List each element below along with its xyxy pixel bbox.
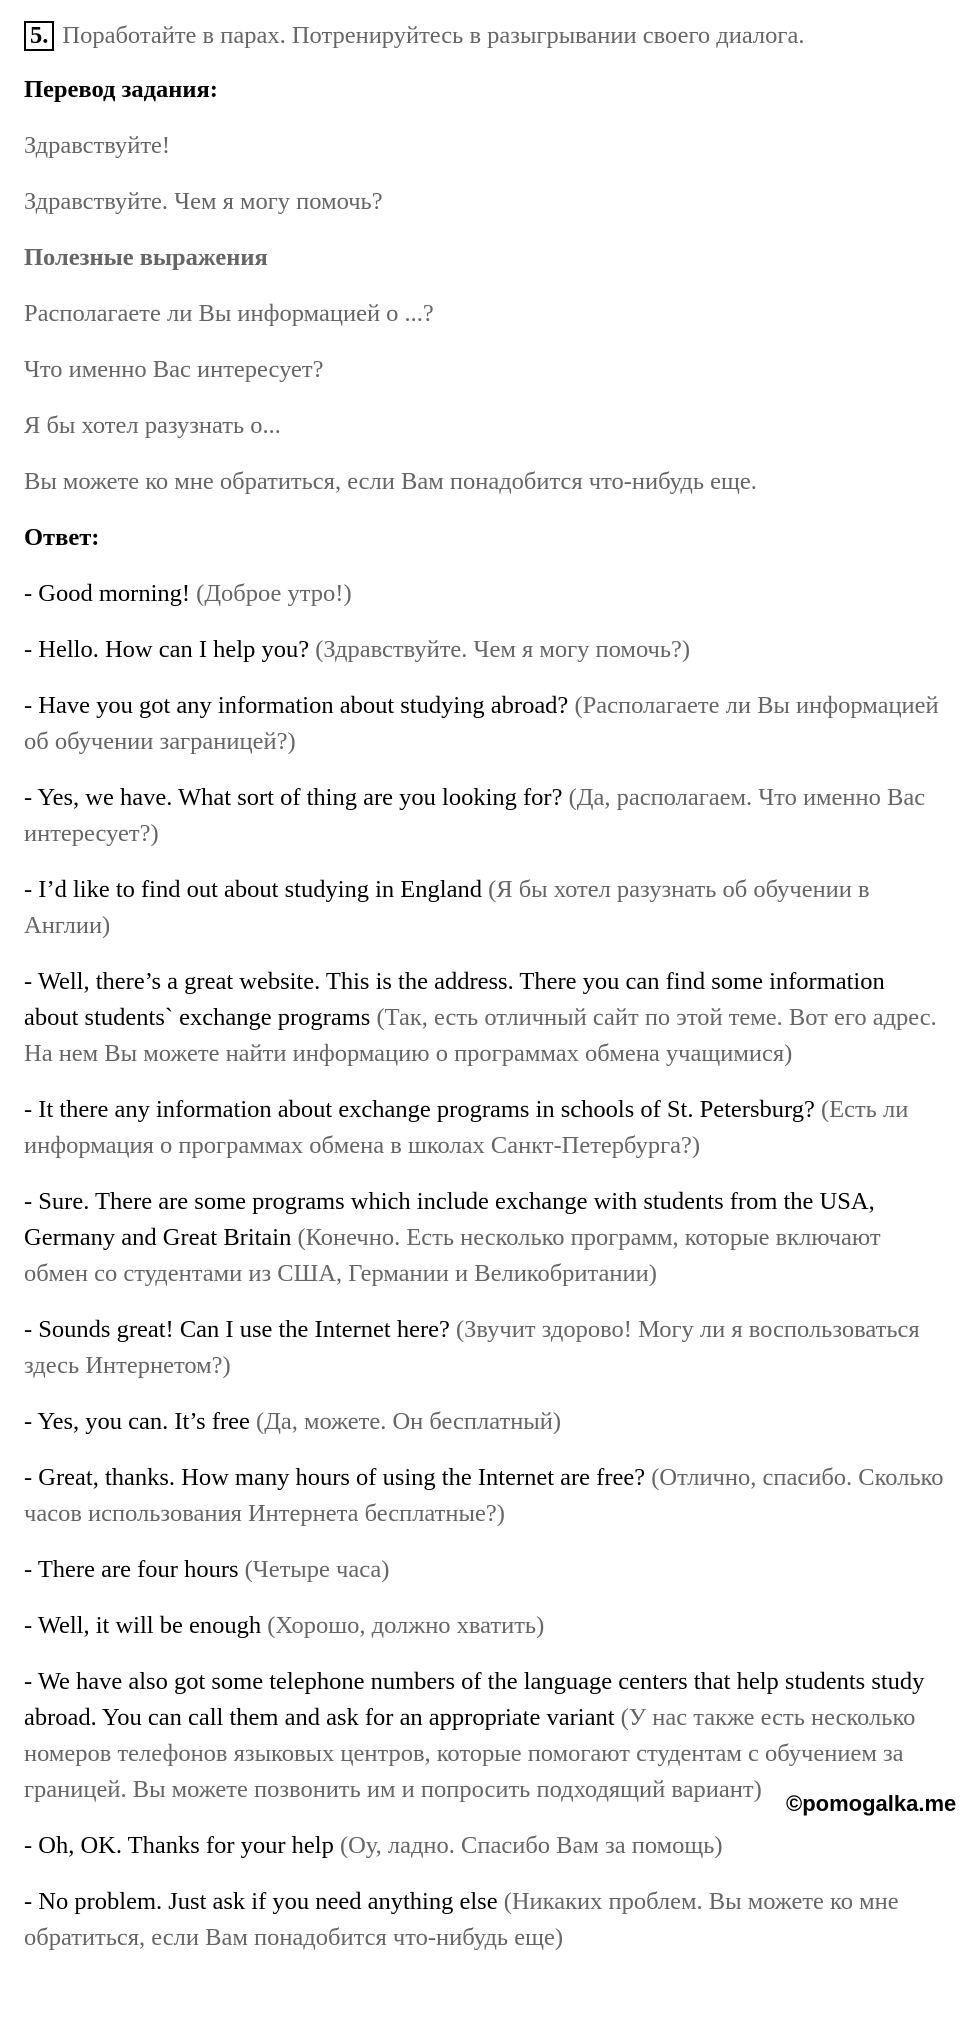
dialog-line-english: - It there any information about exchange programs in schools of St. Petersburg?: [24, 1096, 815, 1123]
dialog-line-russian: (Хорошо, должно хватить): [267, 1612, 545, 1639]
dialog-line: [24, 1552, 944, 1588]
dialog-line-russian: (Доброе утро!): [196, 580, 352, 607]
dialog-list: [24, 576, 944, 1956]
task-instruction: Поработайте в парах. Потренируйтесь в разыгрывании своего диалога.: [62, 22, 805, 49]
translation-line: Здравствуйте!: [24, 132, 171, 159]
translation-line: Здравствуйте. Чем я могу помочь?: [24, 188, 383, 215]
dialog-line: [24, 872, 944, 944]
dialog-line: [24, 1092, 944, 1164]
dialog-line-english: - Great, thanks. How many hours of using the Internet are free?: [24, 1464, 646, 1491]
dialog-line: [24, 780, 944, 852]
dialog-line-russian: (Четыре часа): [244, 1556, 390, 1583]
dialog-line-english: - We have also got some telephone numbers of the language centers that help students study abroad. You can call them and ask for an appropriate variant: [24, 1668, 925, 1731]
translation-heading: Перевод задания:: [24, 76, 218, 103]
dialog-line-english: - Well, it will be enough: [24, 1612, 262, 1639]
dialog-line-english: - Oh, OK. Thanks for your help: [24, 1832, 334, 1859]
answer-heading: Ответ:: [24, 524, 100, 551]
dialog-line: [24, 1312, 944, 1384]
dialog-line: [24, 688, 944, 760]
dialog-line-russian: (Конечно. Есть несколько программ, которые включают обмен со студентами из США, Германии и Великобритании): [24, 1224, 881, 1287]
document-page: [24, 18, 944, 1956]
dialog-line-russian: (Оу, ладно. Спасибо Вам за помощь): [339, 1832, 723, 1859]
dialog-line-russian: (Я бы хотел разузнать об обучении в Англии): [24, 876, 870, 939]
task-number: 5.: [24, 21, 54, 51]
dialog-line-russian: (Отлично, спасибо. Сколько часов использования Интернета бесплатные?): [24, 1464, 944, 1527]
dialog-line-russian: (Да, располагаем. Что именно Вас интересует?): [24, 784, 926, 847]
dialog-line: [24, 1460, 944, 1532]
dialog-line-russian: (Звучит здорово! Могу ли я воспользоваться здесь Интернетом?): [24, 1316, 920, 1379]
useful-phrase: Вы можете ко мне обратиться, если Вам понадобится что-нибудь еще.: [24, 468, 757, 495]
dialog-line-english: - Sounds great! Can I use the Internet here?: [24, 1316, 450, 1343]
dialog-line: [24, 1884, 944, 1956]
dialog-line-english: - Hello. How can I help you?: [24, 636, 310, 663]
site-watermark: ©pomogalka.me: [786, 1791, 957, 1816]
dialog-line: [24, 576, 944, 612]
dialog-line-english: - Good morning!: [24, 580, 191, 607]
dialog-line-english: - There are four hours: [24, 1556, 239, 1583]
task-header: [24, 18, 944, 54]
useful-phrase: Располагаете ли Вы информацией о ...?: [24, 300, 434, 327]
dialog-line: [24, 1664, 944, 1808]
dialog-line-russian: (Здравствуйте. Чем я могу помочь?): [315, 636, 691, 663]
dialog-line-english: - No problem. Just ask if you need anything else: [24, 1888, 498, 1915]
useful-phrase: Что именно Вас интересует?: [24, 356, 324, 383]
dialog-line: [24, 1404, 944, 1440]
dialog-line: [24, 1184, 944, 1292]
useful-phrase: Я бы хотел разузнать о...: [24, 412, 281, 439]
dialog-line-english: - Well, there’s a great website. This is the address. There you can find some information about students` exchange programs: [24, 968, 885, 1031]
dialog-line: [24, 1608, 944, 1644]
dialog-line-russian: (Располагаете ли Вы информацией об обучении заграницей?): [24, 692, 939, 755]
dialog-line-english: - Yes, we have. What sort of thing are you looking for?: [24, 784, 563, 811]
dialog-line: [24, 632, 944, 668]
dialog-line-english: - Yes, you can. It’s free: [24, 1408, 250, 1435]
dialog-line: [24, 964, 944, 1072]
dialog-line-russian: (Есть ли информация о программах обмена в школах Санкт-Петербурга?): [24, 1096, 909, 1159]
dialog-line: [24, 1828, 944, 1864]
dialog-line-russian: (Да, можете. Он бесплатный): [256, 1408, 562, 1435]
useful-phrases-heading: Полезные выражения: [24, 244, 268, 271]
dialog-line-english: - Sure. There are some programs which include exchange with students from the USA, Germany and Great Britain: [24, 1188, 875, 1251]
dialog-line-russian: (Так, есть отличный сайт по этой теме. Вот его адрес. На нем Вы можете найти информацию о программах обмена учащимися): [24, 1004, 937, 1067]
dialog-line-english: - Have you got any information about studying abroad?: [24, 692, 569, 719]
dialog-line-russian: (Никаких проблем. Вы можете ко мне обратиться, если Вам понадобится что-нибудь еще): [24, 1888, 899, 1951]
dialog-line-russian: (У нас также есть несколько номеров телефонов языковых центров, которые помогают студентам с обучением за границей. Вы можете позвонить им и попросить подходящий вариант): [24, 1704, 916, 1803]
dialog-line-english: - I’d like to find out about studying in England: [24, 876, 482, 903]
